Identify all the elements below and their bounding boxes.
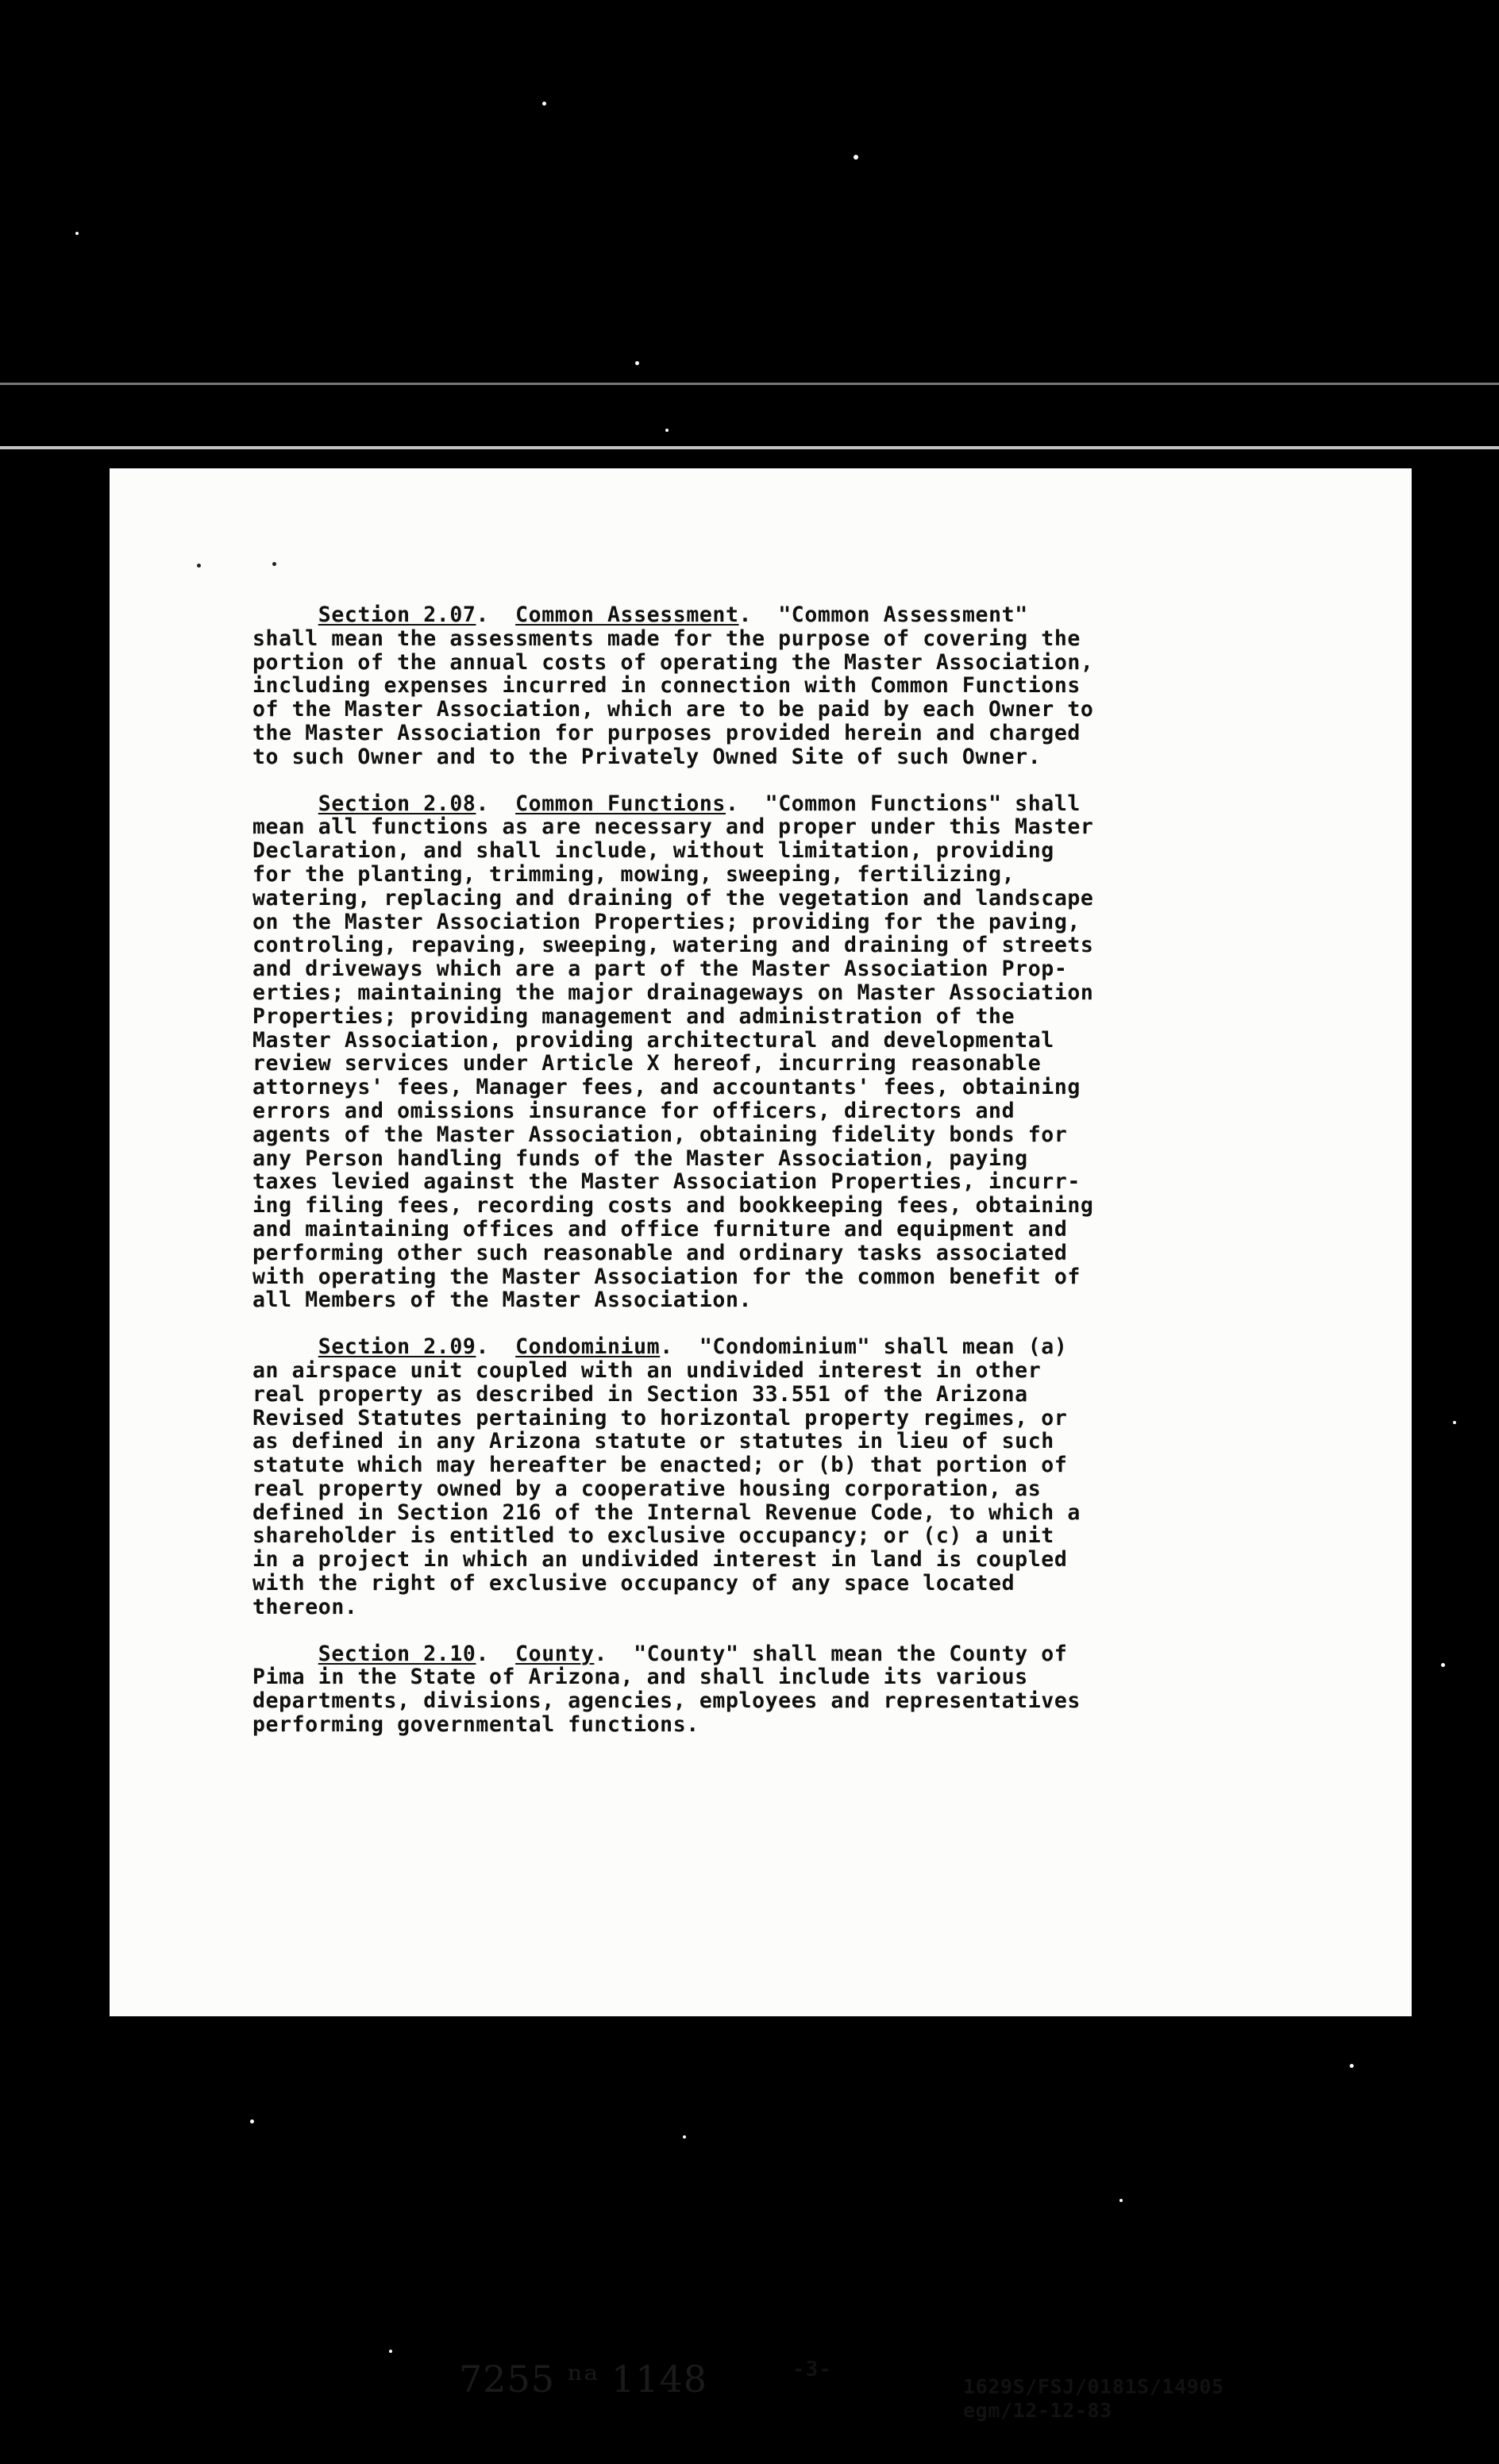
section-definition-start: . "Common Assessment": [738, 603, 1028, 627]
paragraph-line: Properties; providing management and administration of the: [252, 1003, 1015, 1029]
paragraph-line: mean all functions as are necessary and proper under this Master: [252, 814, 1094, 840]
paragraph-line: erties; maintaining the major drainageways on Master Association: [252, 980, 1094, 1005]
paragraph-line: including expenses incurred in connection with Common Functions: [252, 673, 1081, 699]
paragraph-line: an airspace unit coupled with an undivided interest in other: [252, 1357, 1042, 1383]
paragraph-line: real property owned by a cooperative housing corporation, as: [252, 1476, 1042, 1501]
file-reference: [963, 2375, 1224, 2423]
paragraph-line: shareholder is entitled to exclusive occupancy; or (c) a unit: [252, 1523, 1054, 1549]
paragraph-line: in a project in which an undivided interest in land is coupled: [252, 1547, 1068, 1573]
scan-speck: [1350, 2064, 1354, 2068]
section-heading: Common Functions: [515, 791, 726, 816]
paragraph-line: Section 2.08. Common Functions. "Common Functions" shall: [318, 791, 1081, 816]
paragraph-line: to such Owner and to the Privately Owned Site of such Owner.: [252, 744, 1042, 769]
paragraph-line: controling, repaving, sweeping, watering and draining of streets: [252, 933, 1094, 958]
paragraph-line: ing filing fees, recording costs and bookkeeping fees, obtaining: [252, 1193, 1094, 1219]
scan-line: [0, 446, 1499, 449]
paragraph-line: portion of the annual costs of operating the Master Association,: [252, 649, 1094, 675]
paragraph-line: thereon.: [252, 1594, 358, 1619]
paragraph-line: Master Association, providing architectural and developmental: [252, 1027, 1054, 1053]
section-paragraph: [252, 1335, 1285, 1619]
paragraph-line: with the right of exclusive occupancy of any space located: [252, 1571, 1015, 1596]
paragraph-line: review services under Article X hereof, incurring reasonable: [252, 1051, 1042, 1076]
paragraph-line: for the planting, trimming, mowing, sweeping, fertilizing,: [252, 861, 1015, 887]
paragraph-line: on the Master Association Properties; providing for the paving,: [252, 909, 1081, 934]
page-mark: [197, 564, 201, 568]
paragraph-line: Revised Statutes pertaining to horizontal property regimes, or: [252, 1405, 1068, 1430]
paragraph-line: performing governmental functions.: [252, 1712, 699, 1738]
section-number: Section 2.07: [318, 603, 476, 627]
paragraph-line: and maintaining offices and office furniture and equipment and: [252, 1216, 1068, 1242]
scan-speck: [854, 155, 858, 160]
paragraph-line: Section 2.09. Condominium. "Condominium" shall mean (a): [318, 1334, 1068, 1360]
paragraph-line: any Person handling funds of the Master Association, paying: [252, 1145, 1028, 1171]
paragraph-line: attorneys' fees, Manager fees, and accountants' fees, obtaining: [252, 1075, 1081, 1100]
page-mark: [272, 562, 276, 566]
paragraph-line: watering, replacing and draining of the vegetation and landscape: [252, 885, 1094, 911]
paragraph-line: and driveways which are a part of the Master Association Prop-: [252, 957, 1068, 982]
scan-speck: [683, 2135, 686, 2139]
section-number: Section 2.10: [318, 1641, 476, 1666]
scan-speck: [75, 232, 79, 235]
recording-stamp: 7255 ⁿᵃ 1148: [459, 2358, 708, 2400]
paragraph-line: Section 2.07. Common Assessment. "Common Assessment": [318, 603, 1028, 627]
scan-speck: [389, 2350, 392, 2353]
paragraph-line: real property as described in Section 33.551 of the Arizona: [252, 1381, 1028, 1407]
section-heading: Common Assessment: [515, 603, 739, 627]
paragraph-line: the Master Association for purposes provided herein and charged: [252, 720, 1081, 745]
scan-speck: [1119, 2199, 1123, 2202]
section-definition-start: . "Common Functions" shall: [725, 791, 1081, 816]
paragraph-line: all Members of the Master Association.: [252, 1288, 753, 1313]
paragraph-line: shall mean the assessments made for the purpose of covering the: [252, 626, 1081, 651]
section-paragraph: [252, 792, 1285, 1313]
paragraph-line: of the Master Association, which are to be paid by each Owner to: [252, 697, 1094, 722]
paragraph-line: statute which may hereafter be enacted; or (b) that portion of: [252, 1453, 1068, 1478]
document-body: [252, 603, 1285, 1760]
section-definition-start: . "County" shall mean the County of: [594, 1641, 1068, 1666]
section-paragraph: [252, 603, 1285, 769]
section-number: Section 2.09: [318, 1334, 476, 1360]
section-number: Section 2.08: [318, 791, 476, 816]
page-number: -3-: [792, 2358, 832, 2381]
scan-speck: [665, 429, 669, 432]
scan-speck: [542, 102, 546, 106]
document-page: [110, 468, 1412, 2422]
scan-speck: [1453, 1421, 1456, 1424]
paragraph-line: as defined in any Arizona statute or statutes in lieu of such: [252, 1429, 1054, 1454]
paragraph-line: defined in Section 216 of the Internal Revenue Code, to which a: [252, 1500, 1081, 1525]
paragraph-line: departments, divisions, agencies, employees and representatives: [252, 1688, 1081, 1714]
paragraph-line: errors and omissions insurance for officers, directors and: [252, 1098, 1015, 1123]
file-reference-line: egm/12-12-83: [963, 2399, 1112, 2422]
section-paragraph: [252, 1642, 1285, 1737]
file-reference-line: 1629S/FSJ/0181S/14905: [963, 2375, 1224, 2398]
scan-speck: [1441, 1663, 1445, 1667]
paragraph-line: Section 2.10. County. "County" shall mean the County of: [318, 1641, 1068, 1666]
paragraph-line: taxes levied against the Master Association Properties, incurr-: [252, 1169, 1081, 1195]
scan-speck: [250, 2119, 254, 2123]
section-heading: Condominium: [515, 1334, 661, 1360]
paragraph-line: agents of the Master Association, obtaining fidelity bonds for: [252, 1122, 1068, 1147]
section-heading: County: [515, 1641, 595, 1666]
paragraph-line: with operating the Master Association for the common benefit of: [252, 1264, 1081, 1289]
section-definition-start: . "Condominium" shall mean (a): [660, 1334, 1068, 1360]
paragraph-line: Pima in the State of Arizona, and shall include its various: [252, 1665, 1028, 1690]
scan-speck: [635, 361, 639, 365]
scan-line: [0, 383, 1499, 385]
paragraph-line: Declaration, and shall include, without limitation, providing: [252, 838, 1054, 864]
paragraph-line: performing other such reasonable and ordinary tasks associated: [252, 1240, 1068, 1265]
